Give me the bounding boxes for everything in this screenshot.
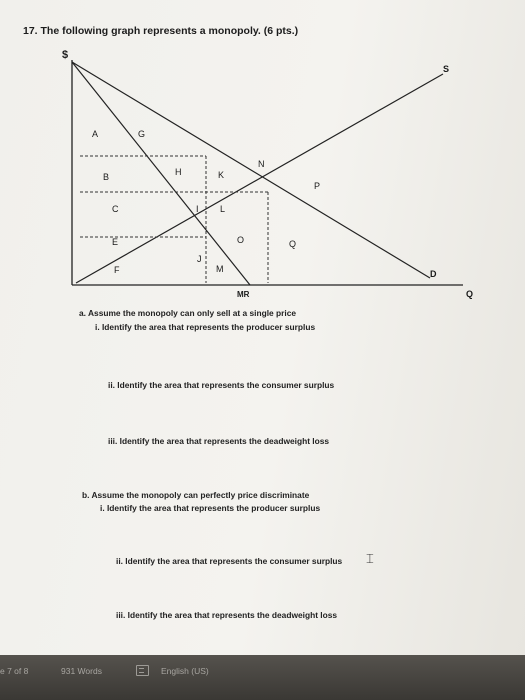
- status-bar: [0, 655, 525, 700]
- part-a-heading: a. Assume the monopoly can only sell at a single price: [79, 308, 297, 318]
- part-a-item-3: iii. Identify the area that represents the deadweight loss: [108, 436, 330, 446]
- text-cursor-icon: ⌶: [366, 551, 374, 566]
- area-label-f: F: [114, 265, 120, 275]
- part-a-item-1: i. Identify the area that represents the producer surplus: [95, 322, 316, 332]
- area-label-p: P: [314, 181, 321, 191]
- part-a-item-2: ii. Identify the area that represents the consumer surplus: [108, 380, 335, 390]
- supply-label: S: [443, 64, 450, 74]
- area-label-i: I: [196, 204, 199, 214]
- area-label-e: E: [112, 237, 119, 247]
- part-b-item-2: ii. Identify the area that represents the consumer surplus: [116, 556, 343, 566]
- demand-curve: [72, 62, 430, 278]
- part-b-item-1: i. Identify the area that represents the producer surplus: [100, 503, 321, 513]
- area-label-b: B: [103, 172, 110, 182]
- page-count[interactable]: e 7 of 8: [0, 666, 29, 676]
- area-label-j: J: [197, 254, 202, 264]
- question-title: 17. The following graph represents a monopoly. (6 pts.): [23, 25, 299, 37]
- monopoly-graph: [0, 0, 525, 300]
- part-b-item-3: iii. Identify the area that represents the deadweight loss: [116, 610, 338, 620]
- area-label-l: L: [220, 204, 226, 214]
- x-axis-label: Q: [466, 289, 474, 299]
- mr-label: MR: [237, 290, 250, 299]
- part-b-heading: b. Assume the monopoly can perfectly price discriminate: [82, 490, 310, 500]
- area-label-m: M: [216, 264, 224, 274]
- area-label-o: O: [237, 235, 245, 245]
- area-label-k: K: [218, 170, 225, 180]
- supply-curve: [76, 74, 443, 283]
- demand-label: D: [430, 269, 437, 279]
- area-label-g: G: [138, 129, 146, 139]
- area-label-h: H: [175, 167, 182, 177]
- proofing-icon[interactable]: [136, 665, 149, 676]
- word-count[interactable]: 931 Words: [61, 666, 102, 676]
- area-label-n: N: [258, 159, 265, 169]
- language-indicator[interactable]: English (US): [161, 666, 209, 676]
- area-label-q: Q: [289, 239, 297, 249]
- y-axis-label: $: [62, 49, 69, 61]
- area-label-c: C: [112, 204, 119, 214]
- area-label-a: A: [92, 129, 99, 139]
